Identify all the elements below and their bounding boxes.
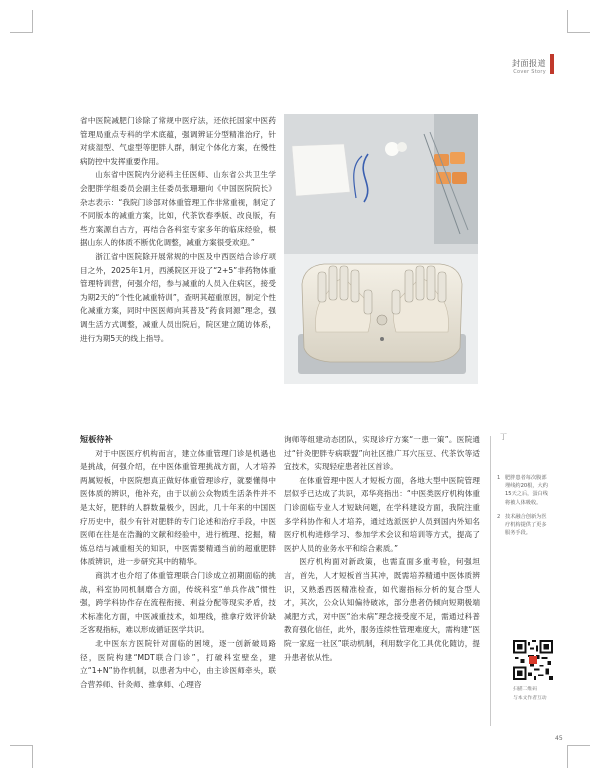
paragraph: 在体重管理中医人才短板方面，各地大型中医院管理层似乎已达成了共识，邓华亮指出：“中医类医疗机构体重门诊面临专业人才短缺问题，在学科建设方面，我院注重多学科协作和人才培养，通过选派医护人员到国内外知名医疗机构进修学习、参加学术会议和培训等方式，提高了医护人员的业务水平和综合素质。”: [284, 475, 480, 553]
crop-mark-bottom-right: [567, 745, 590, 768]
section-subtitle: Cover Story: [513, 69, 546, 75]
sidenote-divider: [490, 436, 491, 726]
crop-mark-top-left: [10, 10, 33, 33]
article-photo: [284, 114, 478, 384]
sidenote-item: [497, 513, 551, 538]
header-accent-bar: [550, 54, 554, 74]
paragraph: 北中医东方医院针对面临的困境，逐一创新破局路径，医院构建“MDT联合门诊”，打破科室壁垒，建立“1+N”协作机制，以患者为中心，由主诊医师牵头，联合营养师、针灸师、推拿师、心理咨: [80, 638, 276, 689]
section-heading: 短板待补: [80, 434, 113, 444]
qr-caption-line1: 扫描二维码: [513, 687, 537, 692]
crop-mark-top-right: [567, 10, 590, 33]
article-column-left-top: [80, 114, 276, 345]
qr-code-block: [513, 640, 553, 702]
sidenote-symbol: 丁: [500, 433, 507, 441]
sidenote-list: [497, 474, 551, 543]
paragraph: 山东省中医院内分泌科主任医师、山东省公共卫生学会肥胖学组委员会副主任委员张珊珊向《中国医院院长》杂志表示：“我院门诊部对体重管理工作非常重视，制定了不同版本的减重方案，比如，代茶饮春季版、改良版，有些方案源自古方，再结合各科室专家多年的临床经验，根据山东人的体质不断优化调整，减重方案很受欢迎。”: [80, 170, 276, 248]
sidenote-item: [497, 474, 551, 507]
sidenote-text: 技术融合创新为医疗机构提供了更多服务手段。: [505, 513, 547, 537]
paragraph: 医疗机构面对新政策，也需直面多重考验，何强坦言，首先，人才短板首当其冲，既需培养精通中医体质辨识，又熟悉西医精准检查，如代谢指标分析的复合型人才，其次，公众认知偏待破冰，部分患者仍倾向短期极端减肥方式，对中医“治未病”理念接受度不足，需通过科普教育强化信任，此外，服务连续性管理难度大，需构建“医院一家庭一社区”联动机制，利用数字化工具优化随访，提升患者依从性。: [284, 557, 480, 662]
article-column-left-bottom: [80, 433, 276, 691]
paragraph: 省中医院减肥门诊除了常规中医疗法，还依托国家中医药管理局重点专科的学术底蕴，强调辨证分型精准治疗，针对痰湿型、气虚型等肥胖人群，制定个体化方案，在慢性病防控中发挥重要作用。: [80, 116, 276, 166]
sidenote-number: 2: [497, 513, 501, 520]
paragraph: 对于中医医疗机构而言，建立体重管理门诊是机遇也是挑战，何强介绍，在中医体重管理挑战方面，人才培养两属短板，中医院想真正做好体重管理诊疗，就要懂得中医体质的辨识，他补充，由于以前公众物质生活条件并不是太好，肥胖的人群数量极少，因此，几十年来的中国医疗历史中，很少有针对肥胖的专门论述和治疗手段，中医医师在往是在浩瀚的文献和经验中，进行梳理、挖掘，精炼总结与减重相关的知识，中医需要精通当前的超重肥胖体质辨识，进一步研究其中的精华。: [80, 448, 276, 567]
sidenote-text: 肥胖患者每次腹部埋线约20根，大约15天之后，蛋白线将被人体吸收。: [505, 475, 548, 506]
crop-mark-bottom-left: [10, 745, 33, 768]
page-number: 45: [555, 735, 563, 742]
section-header: [512, 58, 546, 75]
article-column-right: [284, 433, 480, 664]
section-title: 封面报道: [512, 59, 546, 68]
sidenote-number: 1: [497, 475, 501, 481]
paragraph: 商洪才也介绍了体重管理联合门诊成立初期面临的挑战，科室协同机制磨合方面，传统科室“单兵作战”惯性强，跨学科协作存在流程衔接、利益分配等现实矛盾，技术标准化方面，中医减重技术，如埋线，推拿疗效评价缺乏客观指标，难以形成循证医学共识。: [80, 570, 276, 635]
qr-caption-line2: 与本文作者互动: [513, 696, 547, 701]
paragraph: 询师等组建动态团队，实现诊疗方案“一患一策”。医院通过“针灸肥胖专病联盟”向社区推广耳穴压豆、代茶饮等适宜技术，实现轻症患者社区首诊。: [284, 435, 480, 472]
qr-code-icon[interactable]: [513, 640, 553, 680]
paragraph: 浙江省中医院除开展常规的中医及中西医结合诊疗项目之外，2025年1月，西溪院区开设了“2+5”非药物体重管理特训营，何强介绍，参与减重的人员入住病区，接受为期2天的“个性化减重特训”，查明其超重原因，制定个性化减重方案，同时中医医师向其普及“药食同源”理念，强调生活方式调整，减重人员出院后，院区建立随访体系，进行为期5天的线上指导。: [80, 251, 276, 343]
